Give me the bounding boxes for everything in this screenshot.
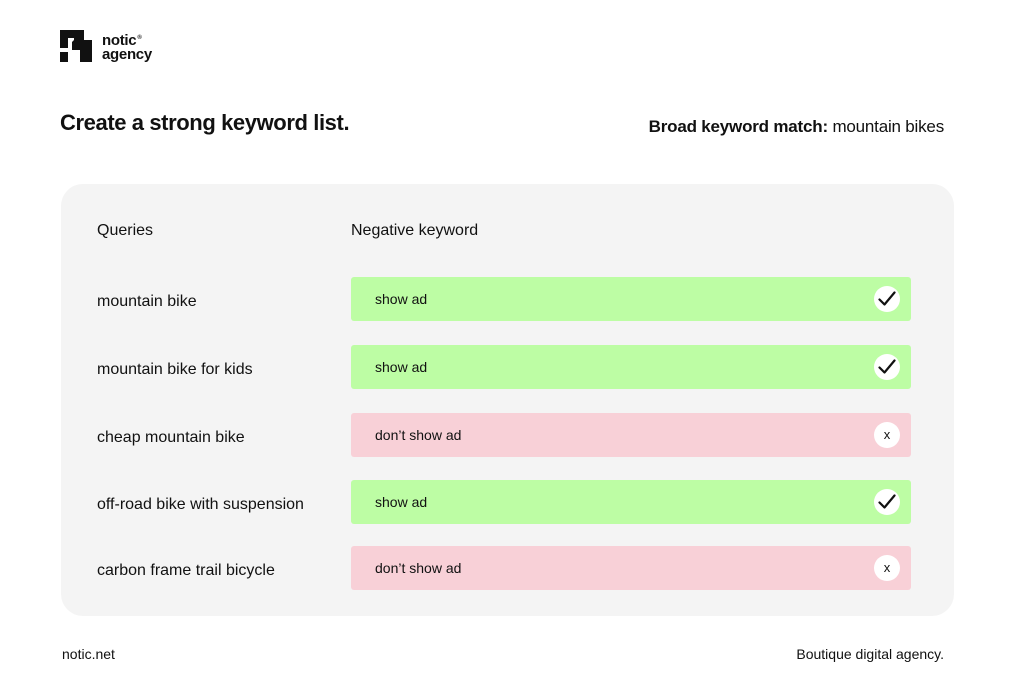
result-label: don’t show ad: [375, 427, 462, 443]
notic-logo-icon: [60, 30, 92, 62]
result-label: don’t show ad: [375, 560, 462, 576]
page-title: Create a strong keyword list.: [60, 110, 350, 135]
brand-wordmark: [102, 31, 152, 62]
footer-website: notic.net: [62, 646, 115, 662]
result-bar-show-ad: [351, 345, 911, 389]
registered-mark: ®: [137, 34, 142, 41]
result-bar-dont-show-ad: [351, 546, 911, 590]
result-label: show ad: [375, 291, 428, 307]
result-label: show ad: [375, 359, 428, 375]
table-row: [97, 277, 911, 321]
brand-name-line1: notic®: [102, 31, 142, 49]
brand-logo: [60, 30, 152, 62]
footer-tagline: Boutique digital agency.: [796, 646, 944, 662]
query-text: off-road bike with suspension: [97, 496, 304, 513]
broad-match-label: Broad keyword match:: [648, 117, 828, 136]
query-text: mountain bike for kids: [97, 361, 253, 378]
x-symbol: x: [883, 559, 891, 575]
query-text: cheap mountain bike: [97, 429, 245, 446]
table-row: [97, 480, 911, 524]
close-x-icon: [874, 422, 900, 448]
close-x-icon: [874, 555, 900, 581]
result-bar-show-ad: [351, 277, 911, 321]
query-text: carbon frame trail bicycle: [97, 562, 275, 579]
table-row: [97, 345, 911, 389]
column-header-negative-keyword: Negative keyword: [351, 222, 479, 239]
table-row: [97, 546, 911, 590]
query-text: mountain bike: [97, 293, 197, 310]
column-header-queries: Queries: [97, 222, 154, 239]
table-row: [97, 413, 911, 457]
result-label: show ad: [375, 494, 428, 510]
broad-match-value: mountain bikes: [827, 117, 944, 136]
result-bar-show-ad: [351, 480, 911, 524]
checkmark-icon: [874, 286, 900, 312]
brand-name-line2: agency: [102, 45, 152, 63]
checkmark-icon: [874, 489, 900, 515]
checkmark-icon: [874, 354, 900, 380]
result-bar-dont-show-ad: [351, 413, 911, 457]
broad-match-info: [649, 117, 944, 137]
x-symbol: x: [883, 426, 891, 442]
